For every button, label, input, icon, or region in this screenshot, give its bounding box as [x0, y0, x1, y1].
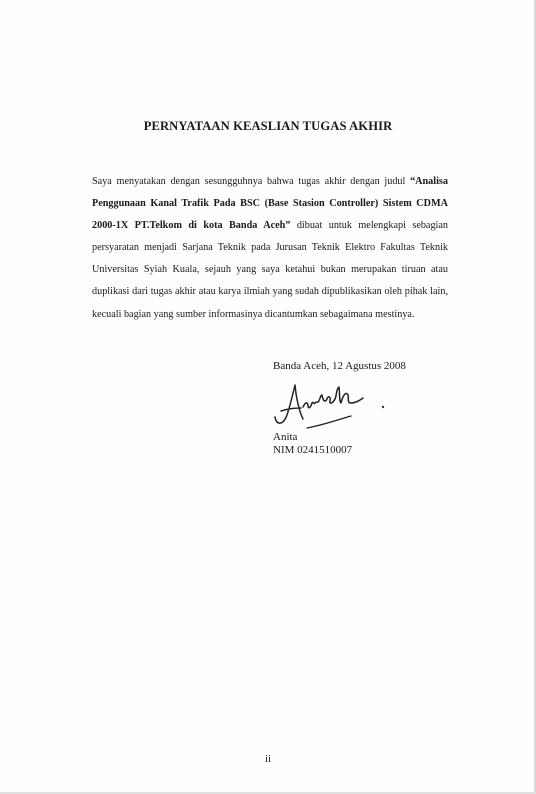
thesis-title: “Analisa Penggunaan Kanal Trafik Pada BSC (Base Stasion Controller) Sistem CDMA 2000-1X PT.Telkom di kota Banda Aceh”	[92, 176, 448, 232]
signer-nim: NIM 0241510007	[273, 444, 353, 456]
signer-name: Anita	[273, 431, 298, 443]
page-number: ii	[264, 753, 272, 765]
statement-intro: Saya menyatakan dengan sesungguhnya bahwa tugas akhir dengan judul	[92, 176, 411, 187]
statement-rest: dibuat untuk melengkapi sebagian persyaratan menjadi Sarjana Teknik pada Jurusan Teknik Elektro Fakultas Teknik Universitas Syiah Kuala, sejauh yang saya ketahui bukan merupakan tiruan atau duplikasi dari tugas akhir atau karya ilmiah yang sudah dipublikasikan oleh pihak lain, kecuali bagian yang sumber informasinya dicantumkan sebagaimana mestinya.	[92, 220, 448, 320]
page-title: PERNYATAAN KEASLIAN TUGAS AKHIR	[143, 119, 393, 133]
signature-image	[273, 381, 391, 433]
place-and-date: Banda Aceh, 12 Agustus 2008	[273, 360, 406, 372]
statement-paragraph	[92, 171, 448, 326]
